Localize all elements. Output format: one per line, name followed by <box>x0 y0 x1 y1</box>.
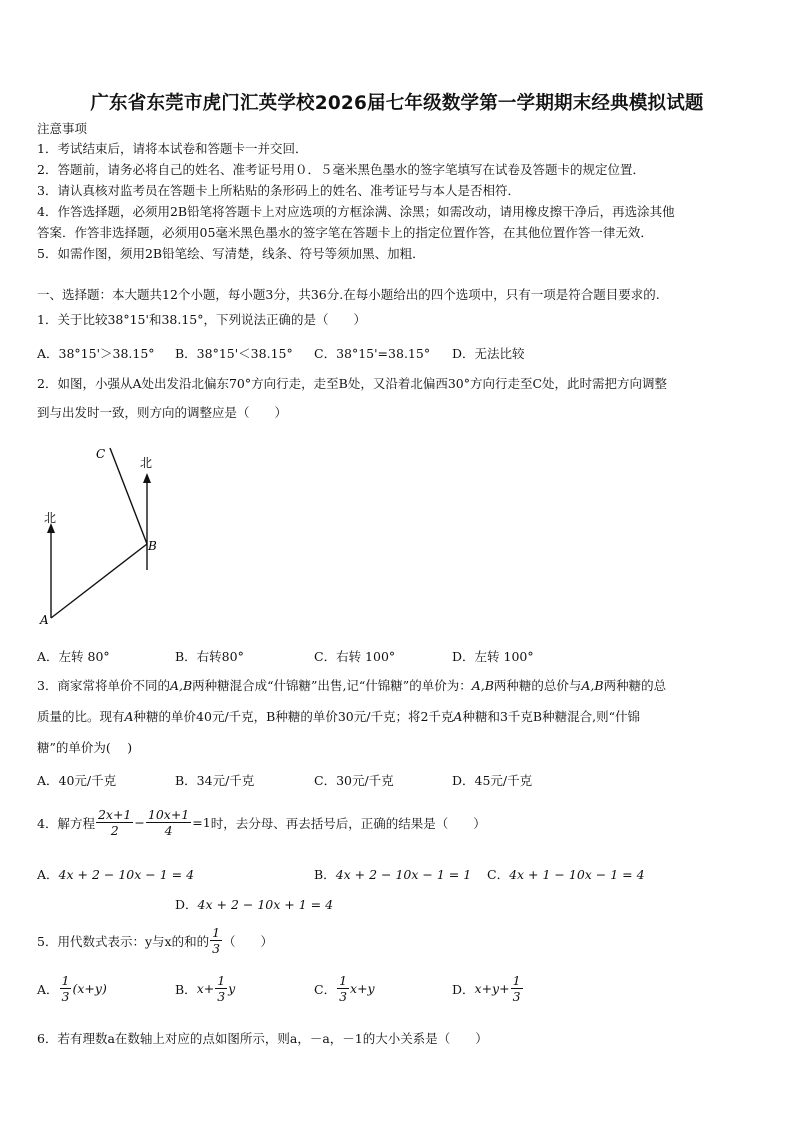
q2-direction-figure <box>30 440 170 635</box>
q3-text: 两种糖的总价与 <box>493 678 582 693</box>
q2-stem-line1: 2．如图，小强从A处出发沿北偏东70°方向行走，走至B处，又沿着北偏西30°方向行走至C处，此时需把方向调整 <box>37 376 668 391</box>
q5-option-c <box>314 973 375 1004</box>
option-label: D． <box>175 897 198 912</box>
option-fraction <box>60 973 72 1004</box>
q5-stem-fraction <box>210 925 222 956</box>
option-label: B． <box>314 867 336 882</box>
q3-option-b: B．34元/千克 <box>175 773 255 788</box>
option-label: A． <box>37 867 59 882</box>
option-expr: 4x + 2 − 10x + 1 = 4 <box>197 897 334 912</box>
q3-stem-line3: 糖”的单价为( ) <box>37 740 133 755</box>
q3-stem-line1 <box>37 678 666 694</box>
option-fraction <box>337 973 349 1004</box>
q3-option-a: A．40元/千克 <box>37 773 117 788</box>
notice-item-4: 4．作答选择题，必须用2B铅笔将答题卡上对应选项的方框涂满、涂黑；如需改动，请用橡皮擦干净后，再选涂其他 <box>37 204 675 219</box>
q4-fraction-2 <box>146 807 191 838</box>
denominator: 4 <box>164 823 173 838</box>
q5-stem <box>37 925 273 956</box>
q3-text: 两种糖混合成“什锦糖”出售,记“什锦糖”的单价为： <box>192 678 472 693</box>
q4-equals: =1 <box>192 815 211 830</box>
q3-stem-line2 <box>37 709 640 725</box>
notice-heading: 注意事项 <box>37 121 88 136</box>
option-label: C． <box>487 867 510 882</box>
point-label-b: B <box>148 539 157 553</box>
numerator: 10x+1 <box>147 807 190 822</box>
north-label-b: 北 <box>140 456 153 470</box>
option-expr: x+ <box>196 981 215 996</box>
q3-text: 质量的比。现有 <box>37 709 125 724</box>
q4-suffix: 时，去分母、再去括号后，正确的结果是（ ） <box>210 815 486 831</box>
path-a-to-b <box>51 544 147 618</box>
exam-title: 广东省东莞市虎门汇英学校2026届七年级数学第一学期期末经典模拟试题 <box>90 93 704 114</box>
q1-option-d: D．无法比较 <box>452 346 525 361</box>
north-arrow-b-head <box>143 473 151 483</box>
q4-option-d <box>175 895 333 913</box>
q3-option-d: D．45元/千克 <box>452 773 533 788</box>
q4-option-b <box>314 865 471 883</box>
notice-item-1: 1．考试结束后，请将本试卷和答题卡一并交回． <box>37 141 308 156</box>
option-label: D． <box>452 981 475 997</box>
numerator: 1 <box>512 973 521 988</box>
notice-item-3: 3．请认真核对监考员在答题卡上所粘贴的条形码上的姓名、准考证号与本人是否相符． <box>37 183 520 198</box>
q3-option-c: C．30元/千克 <box>314 773 394 788</box>
q5-text: （ ） <box>223 933 274 949</box>
point-label-a: A <box>40 613 49 627</box>
q2-option-a: A．左转 80° <box>37 649 110 664</box>
numerator: 2x+1 <box>97 807 132 822</box>
option-fraction <box>215 973 227 1004</box>
option-expr: y <box>228 981 236 996</box>
option-expr: 4x + 2 − 10x − 1 = 4 <box>58 867 195 882</box>
numerator: 1 <box>339 973 348 988</box>
numerator: 1 <box>212 925 221 940</box>
denominator: 2 <box>110 823 119 838</box>
point-label-c: C <box>96 447 106 461</box>
notice-item-4-cont: 答案．作答非选择题，必须用05毫米黑色墨水的签字笔在答题卡上的指定位置作答，在其他位置作答一律无效． <box>37 225 653 240</box>
numerator: 1 <box>217 973 226 988</box>
option-expr: 4x + 1 − 10x − 1 = 4 <box>509 867 645 882</box>
q2-option-b: B．右转80° <box>175 649 244 664</box>
denominator: 3 <box>217 989 226 1004</box>
q1-option-c: C．38°15'=38.15° <box>314 346 431 361</box>
q2-option-c: C．右转 100° <box>314 649 396 664</box>
q4-prefix: 4．解方程 <box>37 815 95 831</box>
denominator: 3 <box>61 989 70 1004</box>
q1-option-b: B．38°15'＜38.15° <box>175 346 293 361</box>
q4-option-a <box>37 865 194 883</box>
q3-math: A <box>124 709 134 724</box>
option-expr: x+y <box>350 981 375 996</box>
q3-text: 种糖的单价40元/千克，B种糖的单价30元/千克；将2千克 <box>133 709 454 724</box>
q5-option-b <box>175 973 235 1004</box>
q4-stem <box>37 807 486 838</box>
option-label: A． <box>37 981 59 997</box>
q6-stem: 6．若有理数a在数轴上对应的点如图所示，则a，－a，－1的大小关系是（ ） <box>37 1031 488 1046</box>
q4-minus: − <box>134 815 145 830</box>
option-label: B． <box>175 981 197 997</box>
q4-fraction-1 <box>96 807 133 838</box>
north-label-a: 北 <box>44 511 57 525</box>
numerator: 1 <box>61 973 70 988</box>
q5-option-d <box>452 973 524 1004</box>
denominator: 3 <box>512 989 521 1004</box>
q2-stem-line2: 到与出发时一致，则方向的调整应是（ ） <box>37 405 288 420</box>
option-expr: 4x + 2 − 10x − 1 = 1 <box>335 867 472 882</box>
q2-option-d: D．左转 100° <box>452 649 534 664</box>
q3-math: A,B <box>471 678 494 693</box>
denominator: 3 <box>339 989 348 1004</box>
notice-item-2: 2．答题前，请务必将自己的姓名、准考证号用０．５毫米黑色墨水的签字笔填写在试卷及答题卡的规定位置． <box>37 162 645 177</box>
notice-item-5: 5．如需作图，须用2B铅笔绘、写清楚，线条、符号等须加黑、加粗． <box>37 246 425 261</box>
option-label: C． <box>314 981 337 997</box>
q5-option-a <box>37 973 107 1004</box>
q3-math: A,B <box>169 678 193 693</box>
option-expr: x+y+ <box>474 981 510 996</box>
denominator: 3 <box>212 941 221 956</box>
q1-option-a: A．38°15'＞38.15° <box>37 346 155 361</box>
q3-text: 两种糖的总 <box>603 678 667 693</box>
q3-text: 3．商家常将单价不同的 <box>37 678 170 693</box>
section-heading: 一、选择题：本大题共12个小题，每小题3分，共36分.在每小题给出的四个选项中，只有一项是符合题目要求的. <box>37 287 660 302</box>
q4-option-c <box>487 865 645 883</box>
q1-stem: 1．关于比较38°15'和38.15°，下列说法正确的是（ ） <box>37 312 366 327</box>
q3-math: A <box>453 709 463 724</box>
q3-text: 种糖和3千克B种糖混合,则“什锦 <box>462 709 640 724</box>
q3-math: A,B <box>581 678 604 693</box>
option-fraction <box>511 973 523 1004</box>
option-expr: (x+y) <box>72 981 107 996</box>
q5-text: 5．用代数式表示：y与x的和的 <box>37 933 210 949</box>
